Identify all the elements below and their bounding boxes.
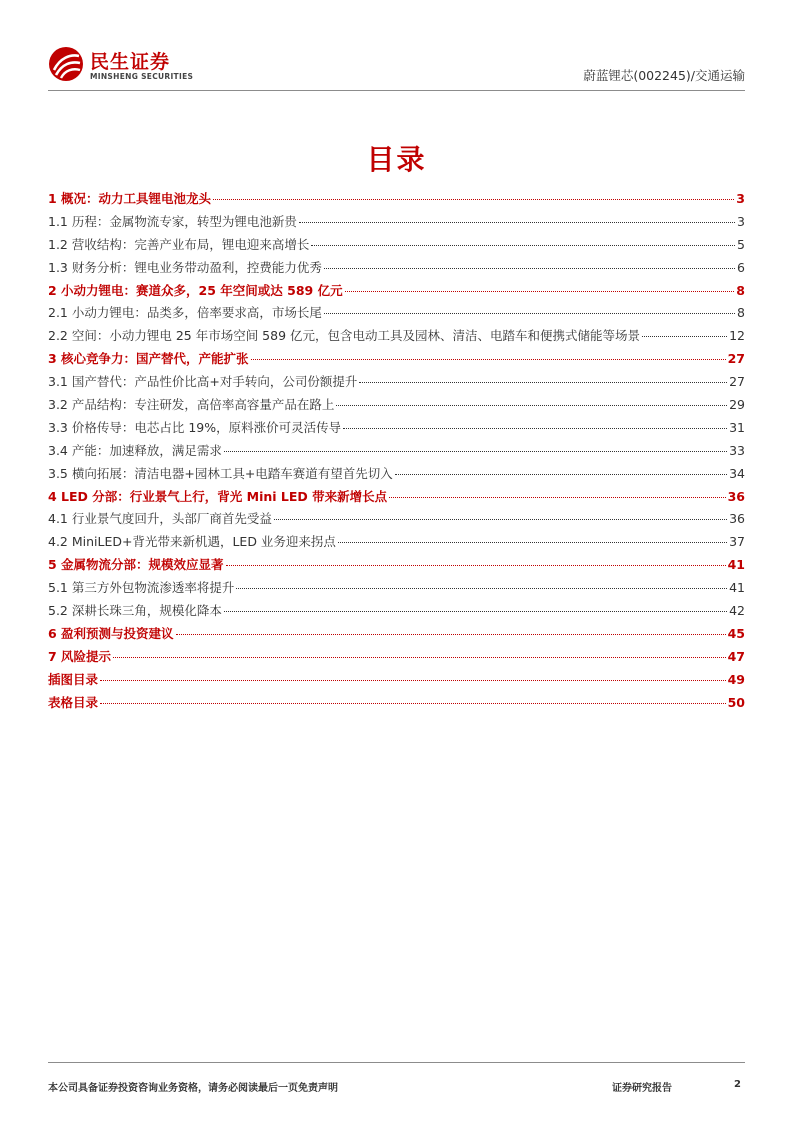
- toc-entry-page: 8: [736, 282, 745, 298]
- toc-entry[interactable]: [48, 303, 745, 326]
- footer-disclaimer: 本公司具备证券投资咨询业务资格，请务必阅读最后一页免责声明: [48, 1083, 338, 1094]
- header-divider: [48, 90, 745, 91]
- toc-entry-page: 42: [729, 603, 745, 619]
- toc-dot-leader: [395, 474, 727, 475]
- toc-entry[interactable]: [48, 189, 745, 212]
- toc-entry-page: 27: [729, 374, 745, 390]
- toc-entry-page: 27: [727, 351, 745, 367]
- toc-entry-page: 50: [727, 694, 745, 710]
- toc-entry-label: 1.3 财务分析：锂电业务带动盈利，控费能力优秀: [48, 259, 322, 275]
- page-title: 目录: [366, 143, 427, 176]
- toc-entry-page: 5: [737, 236, 745, 252]
- logo-english-name: MINSHENG SECURITIES: [90, 72, 194, 81]
- toc-entry-label: 插图目录: [48, 671, 99, 687]
- toc-dot-leader: [359, 382, 727, 383]
- toc-entry-label: 6 盈利预测与投资建议: [48, 625, 174, 641]
- toc-entry[interactable]: [48, 555, 745, 578]
- toc-entry-label: 5.1 第三方外包物流渗透率将提升: [48, 580, 235, 596]
- toc-dot-leader: [236, 588, 727, 589]
- toc-entry-page: 12: [729, 328, 745, 344]
- toc-dot-leader: [299, 222, 735, 223]
- logo-chinese-name: 民生证券: [90, 51, 171, 73]
- toc-entry-label: 1.2 营收结构：完善产业布局，锂电迎来高增长: [48, 236, 310, 252]
- toc-entry[interactable]: [48, 212, 745, 235]
- toc-dot-leader: [389, 497, 725, 498]
- toc-entry-page: 3: [737, 213, 745, 229]
- toc-entry-label: 5.2 深耕长珠三角，规模化降本: [48, 603, 222, 619]
- toc-entry-label: 3 核心竞争力：国产替代，产能扩张: [48, 351, 249, 367]
- toc-entry-label: 7 风险提示: [48, 648, 112, 664]
- toc-dot-leader: [251, 359, 726, 360]
- footer-divider: [48, 1062, 745, 1063]
- toc-entry-label: 3.3 价格传导：电芯占比 19%，原料涨价可灵活传导: [48, 419, 342, 435]
- toc-entry-page: 37: [729, 534, 745, 550]
- toc-dot-leader: [345, 291, 735, 292]
- toc-dot-leader: [113, 657, 726, 658]
- toc-entry-label: 表格目录: [48, 694, 99, 710]
- toc-entry-page: 49: [727, 671, 745, 687]
- toc-entry[interactable]: [48, 487, 745, 510]
- brand-logo: [48, 46, 198, 86]
- toc-entry-label: 3.2 产品结构：专注研发，高倍率高容量产品在路上: [48, 397, 335, 413]
- footer-doc-type: 证券研究报告: [612, 1083, 672, 1094]
- toc-dot-leader: [100, 680, 726, 681]
- toc-entry-page: 29: [729, 397, 745, 413]
- toc-entry[interactable]: [48, 235, 745, 258]
- toc-entry[interactable]: [48, 372, 745, 395]
- toc-entry-page: 3: [736, 191, 745, 206]
- toc-dot-leader: [336, 405, 727, 406]
- toc-entry[interactable]: [48, 395, 745, 418]
- toc-dot-leader: [213, 199, 734, 200]
- toc-entry-label: 2 小动力锂电：赛道众多，25 年空间或达 589 亿元: [48, 282, 343, 298]
- toc-entry-label: 3.5 横向拓展：清洁电器+园林工具+电踏车赛道有望首先切入: [48, 465, 393, 481]
- toc-dot-leader: [338, 542, 727, 543]
- toc-entry-page: 45: [727, 625, 745, 641]
- toc-dot-leader: [274, 519, 727, 520]
- toc-entry[interactable]: [48, 258, 745, 281]
- toc-entry[interactable]: [48, 647, 745, 670]
- toc-entry-label: 4 LED 分部：行业景气上行，背光 Mini LED 带来新增长点: [48, 488, 388, 504]
- toc-entry[interactable]: [48, 349, 745, 372]
- toc-entry[interactable]: [48, 509, 745, 532]
- toc-entry[interactable]: [48, 464, 745, 487]
- toc-entry-page: 34: [729, 465, 745, 481]
- toc-dot-leader: [100, 703, 726, 704]
- toc-entry[interactable]: [48, 601, 745, 624]
- toc-dot-leader: [642, 336, 727, 337]
- toc-dot-leader: [176, 634, 726, 635]
- toc-entry-page: 41: [729, 580, 745, 596]
- toc-entry-label: 4.2 MiniLED+背光带来新机遇，LED 业务迎来拐点: [48, 534, 336, 550]
- toc-entry-page: 41: [727, 557, 745, 573]
- toc-entry-page: 33: [729, 442, 745, 458]
- toc-entry-label: 5 金属物流分部：规模效应显著: [48, 557, 224, 573]
- toc-entry-label: 2.2 空间：小动力锂电 25 年市场空间 589 亿元，包含电动工具及园林、清洁、电踏车和便携式储能等场景: [48, 328, 641, 344]
- toc-entry-page: 6: [737, 259, 745, 275]
- toc-entry-page: 8: [737, 305, 745, 321]
- toc-entry[interactable]: [48, 578, 745, 601]
- toc-entry-label: 4.1 行业景气度回升，头部厂商首先受益: [48, 511, 272, 527]
- toc-entry-label: 3.1 国产替代：产品性价比高+对手转向，公司份额提升: [48, 374, 358, 390]
- toc-entry[interactable]: [48, 281, 745, 304]
- toc-dot-leader: [343, 428, 727, 429]
- toc-entry[interactable]: [48, 326, 745, 349]
- toc-entry-label: 1.1 历程：金属物流专家，转型为锂电池新贵: [48, 213, 297, 229]
- toc-entry-page: 31: [729, 419, 745, 435]
- toc-entry-label: 3.4 产能：加速释放，满足需求: [48, 442, 222, 458]
- minsheng-logo-icon: [48, 46, 84, 82]
- toc-dot-leader: [224, 611, 727, 612]
- toc-entry[interactable]: [48, 418, 745, 441]
- toc-dot-leader: [324, 313, 735, 314]
- toc-entry[interactable]: [48, 693, 745, 716]
- toc-entry[interactable]: [48, 670, 745, 693]
- toc-entry-page: 36: [729, 511, 745, 527]
- toc-dot-leader: [226, 565, 726, 566]
- table-of-contents: [48, 189, 745, 715]
- toc-entry-page: 36: [727, 488, 745, 504]
- toc-entry[interactable]: [48, 441, 745, 464]
- toc-entry[interactable]: [48, 532, 745, 555]
- page-number: 2: [734, 1079, 741, 1090]
- report-subject: 蔚蓝锂芯(002245)/交通运输: [583, 68, 745, 83]
- toc-dot-leader: [224, 451, 727, 452]
- toc-entry[interactable]: [48, 624, 745, 647]
- toc-dot-leader: [311, 245, 735, 246]
- toc-entry-label: 2.1 小动力锂电：品类多，倍率要求高，市场长尾: [48, 305, 322, 321]
- toc-entry-page: 47: [727, 648, 745, 664]
- toc-entry-label: 1 概况：动力工具锂电池龙头: [48, 191, 212, 206]
- toc-dot-leader: [324, 268, 735, 269]
